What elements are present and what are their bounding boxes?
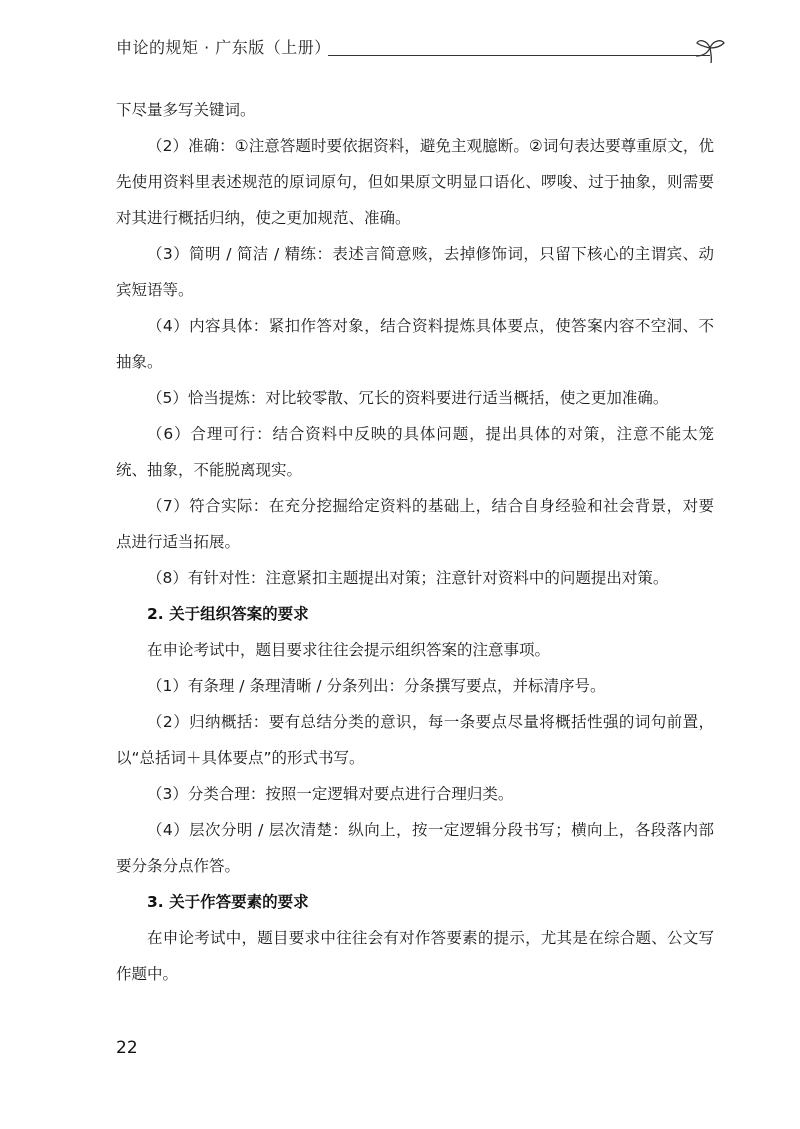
paragraph: （2）归纳概括：要有总结分类的意识，每一条要点尽量将概括性强的词句前置，以“总括词＋具体要点”的形式书写。	[116, 713, 714, 767]
section-heading: 3. 关于作答要素的要求	[147, 893, 309, 911]
paragraph: （7）符合实际：在充分挖掘给定资料的基础上，结合自身经验和社会背景，对要点进行适当拓展。	[116, 497, 714, 551]
paragraph: （4）内容具体：紧扣作答对象，结合资料提炼具体要点，使答案内容不空洞、不抽象。	[116, 317, 714, 371]
paragraph: 下尽量多写关键词。	[116, 101, 256, 119]
paragraph: （5）恰当提炼：对比较零散、冗长的资料要进行适当概括，使之更加准确。	[147, 389, 669, 407]
paragraph: （6）合理可行：结合资料中反映的具体问题，提出具体的对策，注意不能太笼统、抽象，不能脱离现实。	[116, 425, 714, 479]
page-number: 22	[116, 1038, 138, 1058]
page-body	[116, 92, 714, 992]
paragraph: （8）有针对性：注意紧扣主题提出对策；注意针对资料中的问题提出对策。	[147, 569, 669, 587]
paragraph: （4）层次分明 / 层次清楚：纵向上，按一定逻辑分段书写；横向上，各段落内部要分条分点作答。	[116, 821, 714, 875]
paragraph: 在申论考试中，题目要求中往往会有对作答要素的提示，尤其是在综合题、公文写作题中。	[116, 929, 714, 983]
paragraph: （2）准确：①注意答题时要依据资料，避免主观臆断。②词句表达要尊重原文，优先使用资料里表述规范的原词原句，但如果原文明显口语化、啰唆、过于抽象，则需要对其进行概括归纳，使之更加规范、准确。	[116, 137, 714, 227]
book-title: 申论的规矩 · 广东版（上册）	[116, 38, 331, 57]
sprout-icon	[690, 36, 730, 66]
page-header	[116, 36, 716, 66]
paragraph: （1）有条理 / 条理清晰 / 分条列出：分条撰写要点，并标清序号。	[147, 677, 606, 695]
paragraph: （3）分类合理：按照一定逻辑对要点进行合理归类。	[147, 785, 514, 803]
section-heading: 2. 关于组织答案的要求	[147, 605, 309, 623]
paragraph: 在申论考试中，题目要求往往会提示组织答案的注意事项。	[147, 641, 551, 659]
header-rule	[328, 55, 710, 56]
paragraph: （3）简明 / 简洁 / 精练：表述言简意赅，去掉修饰词，只留下核心的主谓宾、动宾短语等。	[116, 245, 714, 299]
